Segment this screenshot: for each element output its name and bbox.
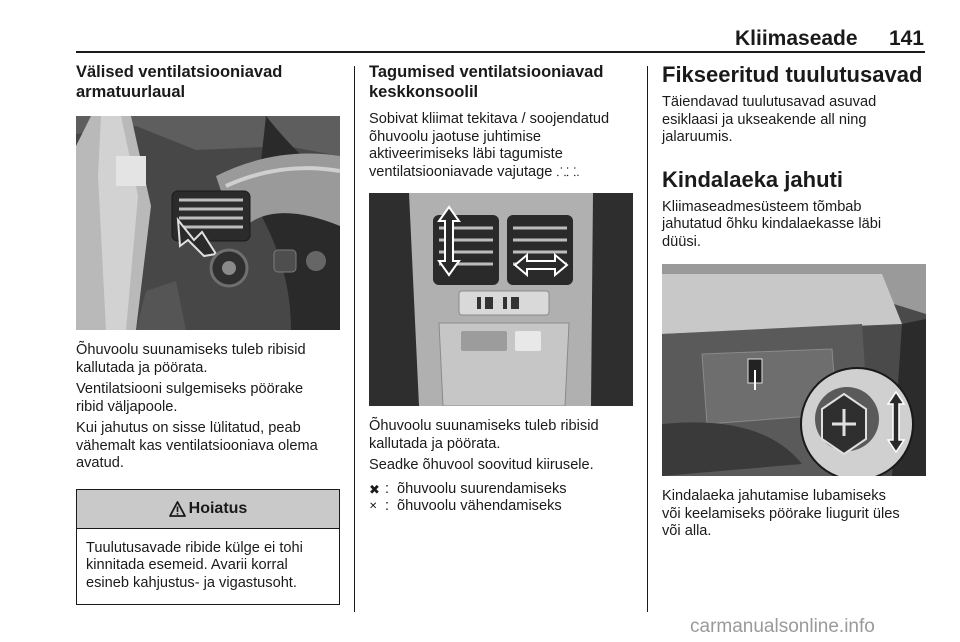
paragraph-close-vents: Ventilatsiooni sulgemiseks pöörake ribid väljapoole.	[76, 381, 304, 415]
definition-decrease-airflow: ✕ : õhuvoolu vähendamiseks	[369, 498, 562, 514]
warning-triangle-icon	[169, 501, 186, 517]
column-divider-2	[647, 66, 648, 612]
definition-increase-airflow: ✖ : õhuvoolu suurendamiseks	[369, 480, 567, 497]
paragraph-set-airflow: Seadke õhuvool soovitud kiirusele.	[369, 457, 594, 473]
paragraph-fixed-vents: Täiendavad tuulutusavad asuvad esiklaasi ja ukseakende all ning jalaruumis.	[662, 94, 877, 145]
column-dashboard-vents	[76, 62, 341, 605]
warning-box	[76, 489, 340, 606]
section-heading-glovebox-cooling: Kindalaeka jahuti	[662, 166, 843, 192]
glovebox-cooler-figure	[662, 264, 926, 476]
paragraph-tilt-vanes: Õhuvoolu suunamiseks tuleb ribisid kallutada ja pöörata.	[76, 342, 306, 376]
rear-console-vent-figure	[369, 193, 633, 406]
paragraph-glovebox-intro: Kliimaseadmesüsteem tõmbab jahutatud õhku kindalaekasse läbi düüsi.	[662, 198, 882, 250]
header-rule	[76, 51, 925, 53]
warning-title: Hoiatus	[188, 499, 248, 517]
warning-header	[77, 490, 339, 529]
column-fixed-vents	[662, 62, 926, 541]
paragraph-rear-tilt-vanes: Õhuvoolu suunamiseks tuleb ribisid kallutada ja pöörata.	[369, 418, 599, 452]
section-heading-fixed-vents: Fikseeritud tuulutusavad	[662, 62, 923, 87]
paragraph-cooling-note: Kui jahutus on sisse lülitatud, peab vähemalt kas ventilatsiooniava olema avatud.	[76, 420, 318, 471]
dashboard-vent-figure	[76, 116, 340, 330]
page-number: 141	[888, 27, 924, 50]
fan-high-icon: ✖	[369, 481, 380, 497]
warning-text: Tuulutusavade ribide külge ei tohi kinnitada esemeid. Avarii korral esineb kahjustus- ja vigastusoht.	[86, 539, 303, 591]
section-heading-dashboard-vents: Välised ventilatsiooniavad armatuurlaual	[76, 63, 283, 101]
fan-low-icon: ✕	[369, 501, 378, 512]
paragraph-glovebox-slider: Kindalaeka jahutamise lubamiseks või keelamiseks pöörake liugurit üles või alla.	[662, 488, 900, 539]
column-rear-vents	[369, 62, 633, 516]
watermark-text: carmanualsonline.info	[690, 616, 875, 637]
paragraph-rear-vents-intro: Sobivat kliimat tekitava / soojendatud õhuvoolu jaotuse juhtimise aktiveerimiseks läbi tagumiste ventilatsiooniavade vajutage ⸫⸬.	[369, 111, 610, 180]
page-header-title: Kliimaseade	[735, 27, 858, 50]
column-divider-1	[354, 66, 355, 612]
rear-vent-button-symbol: ⸫⸬.	[556, 164, 580, 179]
section-heading-rear-vents: Tagumised ventilatsiooniavad keskkonsoolil	[369, 63, 604, 101]
